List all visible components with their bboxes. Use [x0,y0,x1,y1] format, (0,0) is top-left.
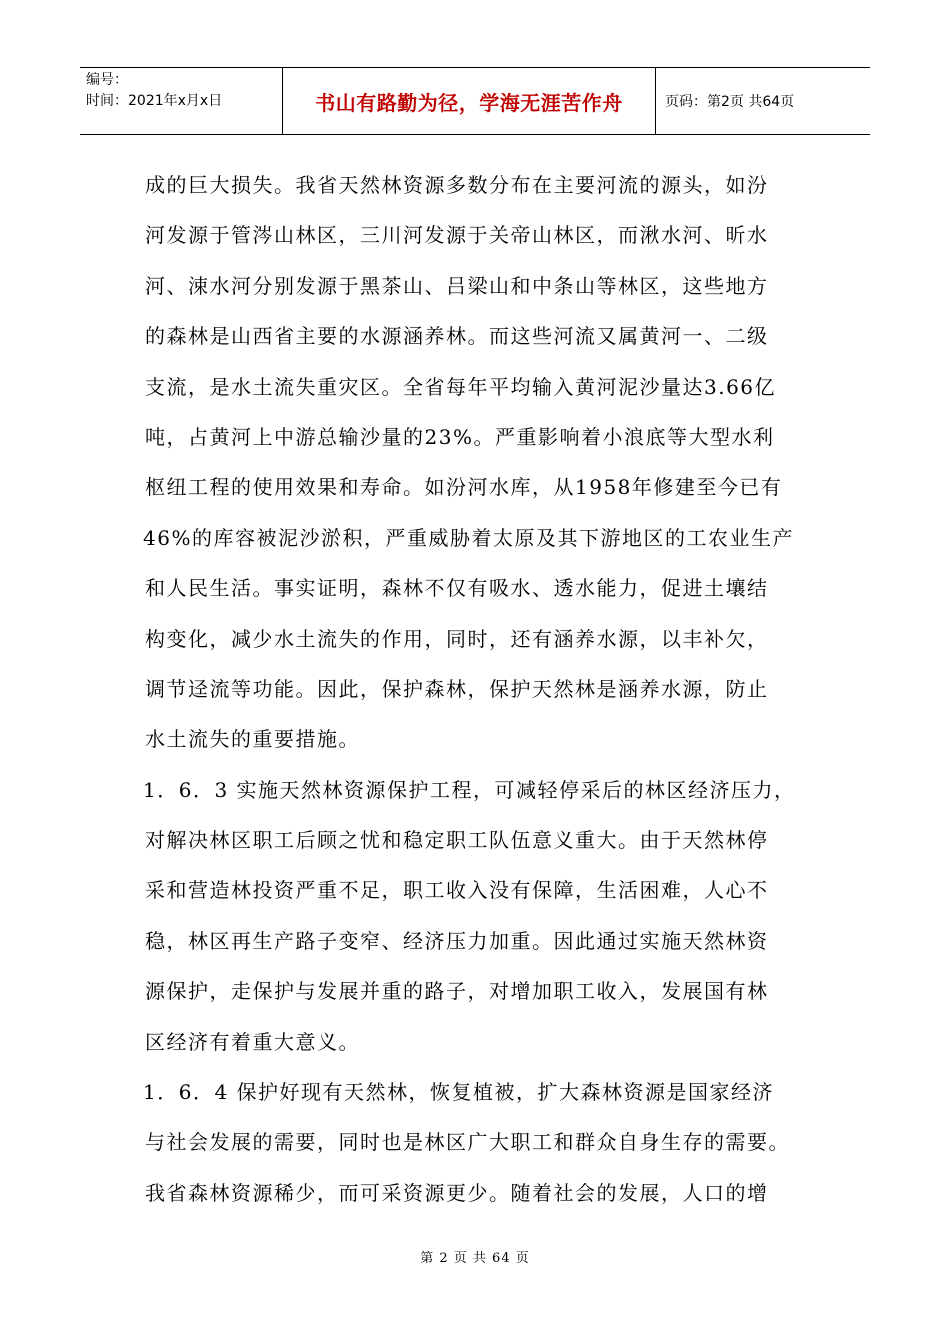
body-line: 调节迳流等功能。因此，保护森林，保护天然林是涵养水源，防止 [145,676,769,701]
header-meta [86,70,222,112]
header-table [80,67,870,135]
document-body [145,160,825,1218]
body-line: 河发源于管涔山林区，三川河发源于关帝山林区，而湫水河、昕水 [145,223,769,248]
document-number-label: 编号： [86,72,128,88]
body-line: 构变化，减少水土流失的作用，同时，还有涵养水源，以丰补欠， [145,626,769,651]
body-line: 稳，林区再生产路子变窄、经济压力加重。因此通过实施天然林资 [145,928,769,953]
page-footer: 第 2 页 共 64 页 [420,1251,530,1266]
document-date: 时间：2021年x月x日 [86,93,223,109]
body-line: 枢纽工程的使用效果和寿命。如汾河水库，从1958年修建至今已有 [145,475,783,500]
section-heading-line: 1．6．4 保护好现有天然林，恢复植被，扩大森林资源是国家经济 [143,1080,775,1105]
body-line: 源保护，走保护与发展并重的路子，对增加职工收入，发展国有林 [145,979,769,1004]
body-line: 46%的库容被泥沙淤积，严重威胁着太原及其下游地区的工农业生产 [143,525,794,550]
body-line: 水土流失的重要措施。 [145,727,360,752]
body-line: 采和营造林投资严重不足，职工收入没有保障，生活困难，人心不 [145,878,769,903]
section-heading-line: 1．6．3 实施天然林资源保护工程，可减轻停采后的林区经济压力， [143,777,796,802]
body-line: 吨，占黄河上中游总输沙量的23%。严重影响着小浪底等大型水利 [145,424,775,449]
body-line: 支流，是水土流失重灾区。全省每年平均输入黄河泥沙量达3.66亿 [145,374,777,399]
header-motto: 书山有路勤为径，学海无涯苦作舟 [315,90,623,115]
body-line: 对解决林区职工后顾之忧和稳定职工队伍意义重大。由于天然林停 [145,828,769,853]
body-line: 和人民生活。事实证明，森林不仅有吸水、透水能力，促进土壤结 [145,576,769,601]
body-line: 与社会发展的需要，同时也是林区广大职工和群众自身生存的需要。 [145,1130,790,1155]
header-page-info: 页码：第2页 共64页 [665,94,795,110]
body-line: 成的巨大损失。我省天然林资源多数分布在主要河流的源头，如汾 [145,173,769,197]
body-line: 我省森林资源稀少，而可采资源更少。随着社会的发展，人口的增 [145,1180,769,1205]
body-line: 区经济有着重大意义。 [145,1029,360,1054]
body-line: 河、涑水河分别发源于黑茶山、吕梁山和中条山等林区，这些地方 [145,273,769,298]
body-line: 的森林是山西省主要的水源涵养林。而这些河流又属黄河一、二级 [145,324,769,349]
header-divider [655,68,656,134]
